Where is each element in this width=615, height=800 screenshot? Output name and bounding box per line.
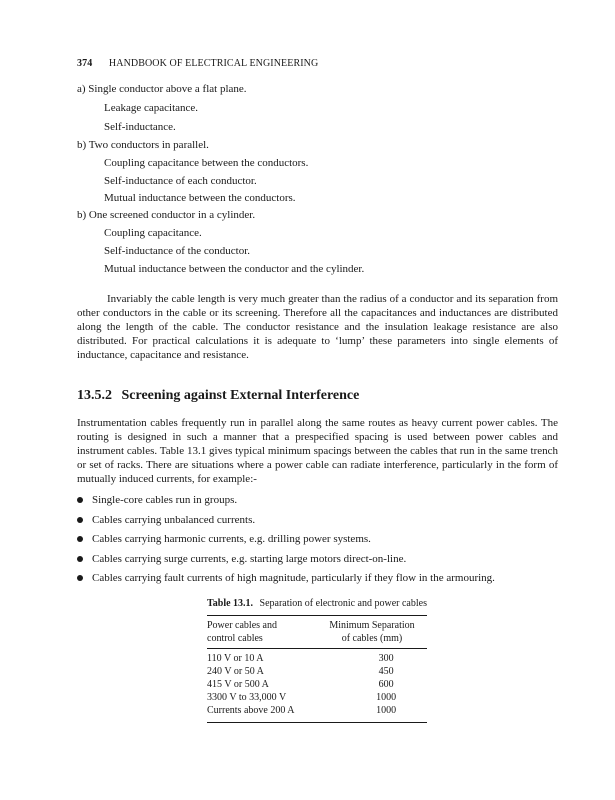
table-row: 110 V or 10 A 300 — [207, 653, 394, 664]
list-a-item: Self-inductance. — [104, 121, 176, 133]
column-header-min-separation: Minimum Separation of cables (mm) — [329, 620, 415, 644]
bullet-icon — [77, 517, 83, 523]
section-number: 13.5.2 — [77, 388, 112, 403]
table-body — [207, 649, 427, 722]
table-caption-text: Separation of electronic and power cables — [259, 598, 427, 609]
section-title: Screening against External Interference — [121, 388, 360, 403]
separation-table — [207, 597, 427, 723]
list-b2-item: Mutual inductance between the conductor and the cylinder. — [104, 263, 365, 275]
interference-bullet-list — [77, 493, 495, 591]
list-item: Cables carrying surge currents, e.g. starting large motors direct-on-line. — [77, 552, 495, 572]
list-b2-item: Self-inductance of the conductor. — [104, 245, 251, 257]
paragraph-cable-parameters: Invariably the cable length is very much greater than the radius of a conductor and its separation from other conductors in the cable or its screening. Therefore all the capacitances and inductances are distributed along the length of the cable. The conductor resistance and the insulation leakage resistance are also distributed. For practical calculations it is adequate to ‘lump’ these parameters into single elements of inductance, capacitance and resistance. — [77, 293, 558, 361]
list-item: Cables carrying harmonic currents, e.g. drilling power systems. — [77, 532, 495, 552]
table-row: 240 V or 50 A 450 — [207, 666, 394, 677]
table-bottom-rule — [207, 722, 427, 723]
list-b1-item: Coupling capacitance between the conductors. — [104, 157, 309, 169]
list-item: Cables carrying fault currents of high magnitude, particularly if they flow in the armouring. — [77, 571, 495, 591]
list-b2-title: b) One screened conductor in a cylinder. — [77, 209, 256, 221]
running-title: HANDBOOK OF ELECTRICAL ENGINEERING — [108, 58, 319, 69]
table-row: 415 V or 500 A 600 — [207, 679, 394, 690]
bullet-icon — [77, 536, 83, 542]
list-b1-title: b) Two conductors in parallel. — [77, 139, 209, 151]
list-b1-item: Self-inductance of each conductor. — [104, 175, 257, 187]
bullet-icon — [77, 575, 83, 581]
list-a-item: Leakage capacitance. — [104, 102, 199, 114]
list-item: Single-core cables run in groups. — [77, 493, 495, 513]
table-header-row — [207, 616, 427, 648]
page-number: 374 — [77, 58, 93, 69]
list-b1-item: Mutual inductance between the conductors. — [104, 192, 296, 204]
running-header — [77, 58, 318, 69]
table-row: 3300 V to 33,000 V 1000 — [207, 692, 397, 703]
column-header-power-cables: Power cables and control cables — [207, 620, 277, 644]
table-caption — [207, 597, 427, 610]
bullet-icon — [77, 556, 83, 562]
paragraph-screening: Instrumentation cables frequently run in parallel along the same routes as heavy current power cables. The routing is designed in such a manner that a prespecified spacing is used between power cables and instrument cables. Table 13.1 gives typical minimum spacings between the cables that run in the same trench or set of racks. There are situations where a power cable can radiate interference, particularly in the form of mutually induced currents, for example:- — [77, 417, 558, 485]
list-item: Cables carrying unbalanced currents. — [77, 513, 495, 533]
table-caption-label: Table 13.1. — [207, 598, 254, 609]
list-a-title: a) Single conductor above a flat plane. — [77, 83, 247, 95]
table-row: Currents above 200 A 1000 — [207, 705, 397, 716]
bullet-icon — [77, 497, 83, 503]
list-b2-item: Coupling capacitance. — [104, 227, 202, 239]
section-heading — [77, 388, 359, 404]
